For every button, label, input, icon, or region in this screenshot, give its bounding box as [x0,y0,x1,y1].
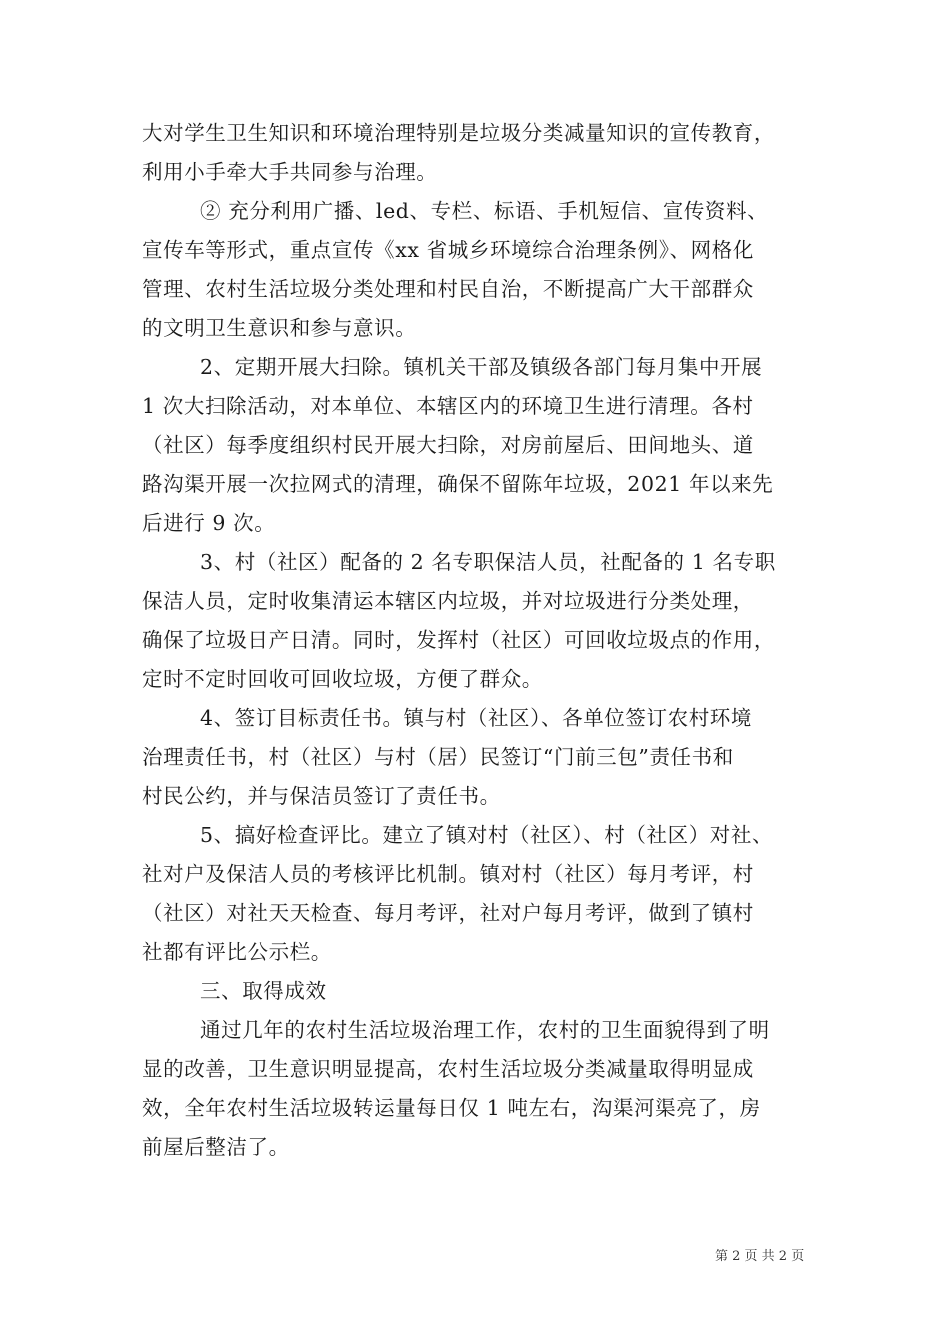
text-line: 前屋后整洁了。 [142,1135,290,1159]
page-number: 第 2 页 共 2 页 [715,1249,805,1264]
text-line: 后进行 9 次。 [142,511,276,535]
text-line: 社都有评比公示栏。 [142,940,332,964]
text-line: 治理责任书，村（社区）与村（居）民签订“门前三包”责任书和 [142,745,734,769]
text-line: 的文明卫生意识和参与意识。 [142,316,417,340]
text-line: 定时不定时回收可回收垃圾，方便了群众。 [142,667,543,691]
text-line: 管理、农村生活垃圾分类处理和村民自治，不断提高广大干部群众 [142,277,754,301]
text-line: 利用小手牵大手共同参与治理。 [142,160,438,184]
text-line: （社区）对社天天检查、每月考评，社对户每月考评，做到了镇村 [142,901,754,925]
text-line: 2、定期开展大扫除。镇机关干部及镇级各部门每月集中开展 [200,355,763,379]
section-heading: 三、取得成效 [200,979,327,1003]
text-line: （社区）每季度组织村民开展大扫除，对房前屋后、田间地头、道 [142,433,754,457]
text-line: 路沟渠开展一次拉网式的清理，确保不留陈年垃圾，2021 年以来先 [142,472,774,496]
text-line: 大对学生卫生知识和环境治理特别是垃圾分类减量知识的宣传教育， [142,121,775,145]
text-line: 保洁人员，定时收集清运本辖区内垃圾，并对垃圾进行分类处理， [142,589,754,613]
text-line: 宣传车等形式，重点宣传《xx 省城乡环境综合治理条例》、网格化 [142,238,754,262]
text-line: 通过几年的农村生活垃圾治理工作，农村的卫生面貌得到了明 [200,1018,770,1042]
text-line: 确保了垃圾日产日清。同时，发挥村（社区）可回收垃圾点的作用， [142,628,775,652]
text-line: 效，全年农村生活垃圾转运量每日仅 1 吨左右，沟渠河渠亮了，房 [142,1096,761,1120]
text-line: 5、搞好检查评比。建立了镇对村（社区）、村（社区）对社、 [200,823,774,847]
text-line: 显的改善，卫生意识明显提高，农村生活垃圾分类减量取得明显成 [142,1057,754,1081]
text-line: 村民公约，并与保洁员签订了责任书。 [142,784,501,808]
text-line: ② 充分利用广播、led、专栏、标语、手机短信、宣传资料、 [200,199,769,223]
text-line: 4、签订目标责任书。镇与村（社区）、各单位签订农村环境 [200,706,752,730]
text-line: 社对户及保洁人员的考核评比机制。镇对村（社区）每月考评，村 [142,862,754,886]
text-line: 3、村（社区）配备的 2 名专职保洁人员，社配备的 1 名专职 [200,550,776,574]
text-line: 1 次大扫除活动，对本单位、本辖区内的环境卫生进行清理。各村 [142,394,754,418]
